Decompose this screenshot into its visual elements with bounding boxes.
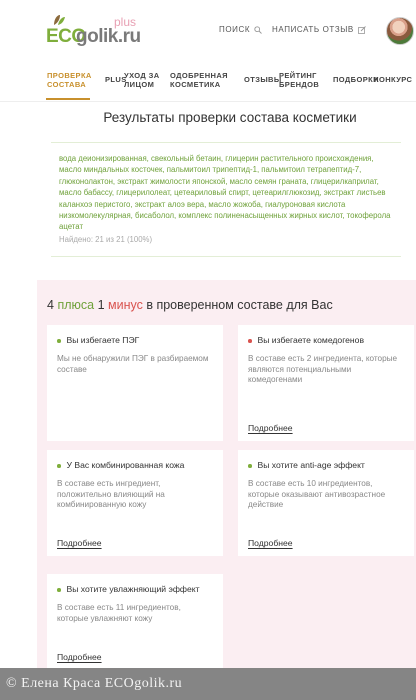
search-link[interactable] bbox=[219, 25, 262, 34]
card-title: Вы избегаете комедогенов bbox=[257, 335, 365, 345]
minuses-count: 1 bbox=[97, 298, 105, 312]
pluses-count: 4 bbox=[47, 298, 54, 312]
card-title: Вы хотите anti-age эффект bbox=[257, 460, 365, 470]
nav-item-approved-cosmetics[interactable]: ОДОБРЕННАЯ КОСМЕТИКА bbox=[170, 71, 228, 89]
search-icon bbox=[254, 26, 262, 34]
ingredients-text: вода деионизированная, свекольный бетаин, глицерин растительного происхождения, масло миндальных косточек, пальмитоил трипептид-1, пальмитоил тетрапептид-7, глюконолактон, экстракт жимолости японской, масло семян граната, глицерилкаприлат, масло бабассу, глицерилолеат, цетеариловый спирт, цетеарилглюкозид, экстракт листьев каланхоэ перистого, экстракт алоэ вера, масло жожоба, гиалуроновая кислота низкомолекулярная, бисаболол, комплекс полиненасыщенных жирных кислот, токоферола ацетат bbox=[59, 154, 391, 232]
card-title: Вы хотите увлажняющий эффект bbox=[66, 584, 200, 594]
edit-icon bbox=[358, 26, 366, 34]
ingredients-list bbox=[51, 142, 401, 257]
write-review-link[interactable] bbox=[272, 25, 366, 34]
write-review-label: НАПИСАТЬ ОТЗЫВ bbox=[272, 25, 354, 34]
card-text: В составе есть 10 ингредиентов, которые оказывают антивозрастное действие bbox=[248, 479, 386, 510]
logo-eco: ECO bbox=[46, 26, 86, 47]
main-nav bbox=[0, 62, 416, 102]
card-text: В составе есть 11 ингредиентов, которые увлажняют кожу bbox=[57, 603, 181, 623]
active-nav-underline bbox=[46, 98, 90, 100]
card-text: В составе есть 2 ингредиента, которые являются потенциальными комедогенами bbox=[248, 354, 398, 385]
plus-dot-icon bbox=[57, 588, 61, 592]
minus-dot-icon bbox=[248, 339, 252, 343]
result-card bbox=[238, 325, 414, 441]
summary-rest: в проверенном составе для Вас bbox=[146, 298, 333, 312]
card-more-link[interactable]: Подробнее bbox=[248, 423, 293, 433]
card-more-link[interactable]: Подробнее bbox=[57, 538, 102, 548]
watermark: © Елена Краса ECOgolik.ru bbox=[6, 676, 183, 691]
user-avatar[interactable] bbox=[386, 17, 414, 45]
page-title: Результаты проверки состава косметики bbox=[103, 110, 357, 125]
nav-item-plus[interactable]: PLUS bbox=[105, 75, 127, 84]
search-label: ПОИСК bbox=[219, 25, 251, 34]
leaf-icon bbox=[52, 14, 66, 26]
minuses-word: минус bbox=[108, 298, 143, 312]
plus-dot-icon bbox=[57, 464, 61, 468]
site-logo[interactable] bbox=[46, 14, 146, 50]
logo-plus: plus bbox=[114, 15, 137, 29]
logo-domain: golik.ru bbox=[76, 26, 141, 47]
nav-item-reviews[interactable]: ОТЗЫВЫ bbox=[244, 75, 282, 84]
nav-item-contest[interactable]: КОНКУРС bbox=[374, 75, 413, 84]
pluses-word: плюса bbox=[57, 298, 95, 312]
card-title: У Вас комбинированная кожа bbox=[66, 460, 185, 470]
site-header bbox=[0, 0, 416, 62]
card-more-link[interactable]: Подробнее bbox=[57, 652, 102, 662]
result-card bbox=[238, 450, 414, 556]
card-title: Вы избегаете ПЭГ bbox=[66, 335, 140, 345]
nav-item-face-care[interactable]: УХОД ЗА ЛИЦОМ bbox=[124, 71, 160, 89]
result-card bbox=[47, 574, 223, 668]
nav-item-ingredient-check[interactable]: ПРОВЕРКА СОСТАВА bbox=[47, 71, 92, 89]
nav-item-brand-rating[interactable]: РЕЙТИНГ БРЕНДОВ bbox=[279, 71, 320, 89]
found-count: Найдено: 21 из 21 (100%) bbox=[59, 234, 153, 244]
card-text: В составе есть ингредиент, положительно влияющий на комбинированную кожу bbox=[57, 479, 165, 510]
summary-title bbox=[47, 298, 333, 312]
result-card bbox=[47, 325, 223, 441]
plus-dot-icon bbox=[57, 339, 61, 343]
card-more-link[interactable]: Подробнее bbox=[248, 538, 293, 548]
result-card bbox=[47, 450, 223, 556]
card-text: Мы не обнаружили ПЭГ в разбираемом составе bbox=[57, 354, 209, 374]
plus-dot-icon bbox=[248, 464, 252, 468]
nav-item-collections[interactable]: ПОДБОРКИ bbox=[333, 75, 379, 84]
